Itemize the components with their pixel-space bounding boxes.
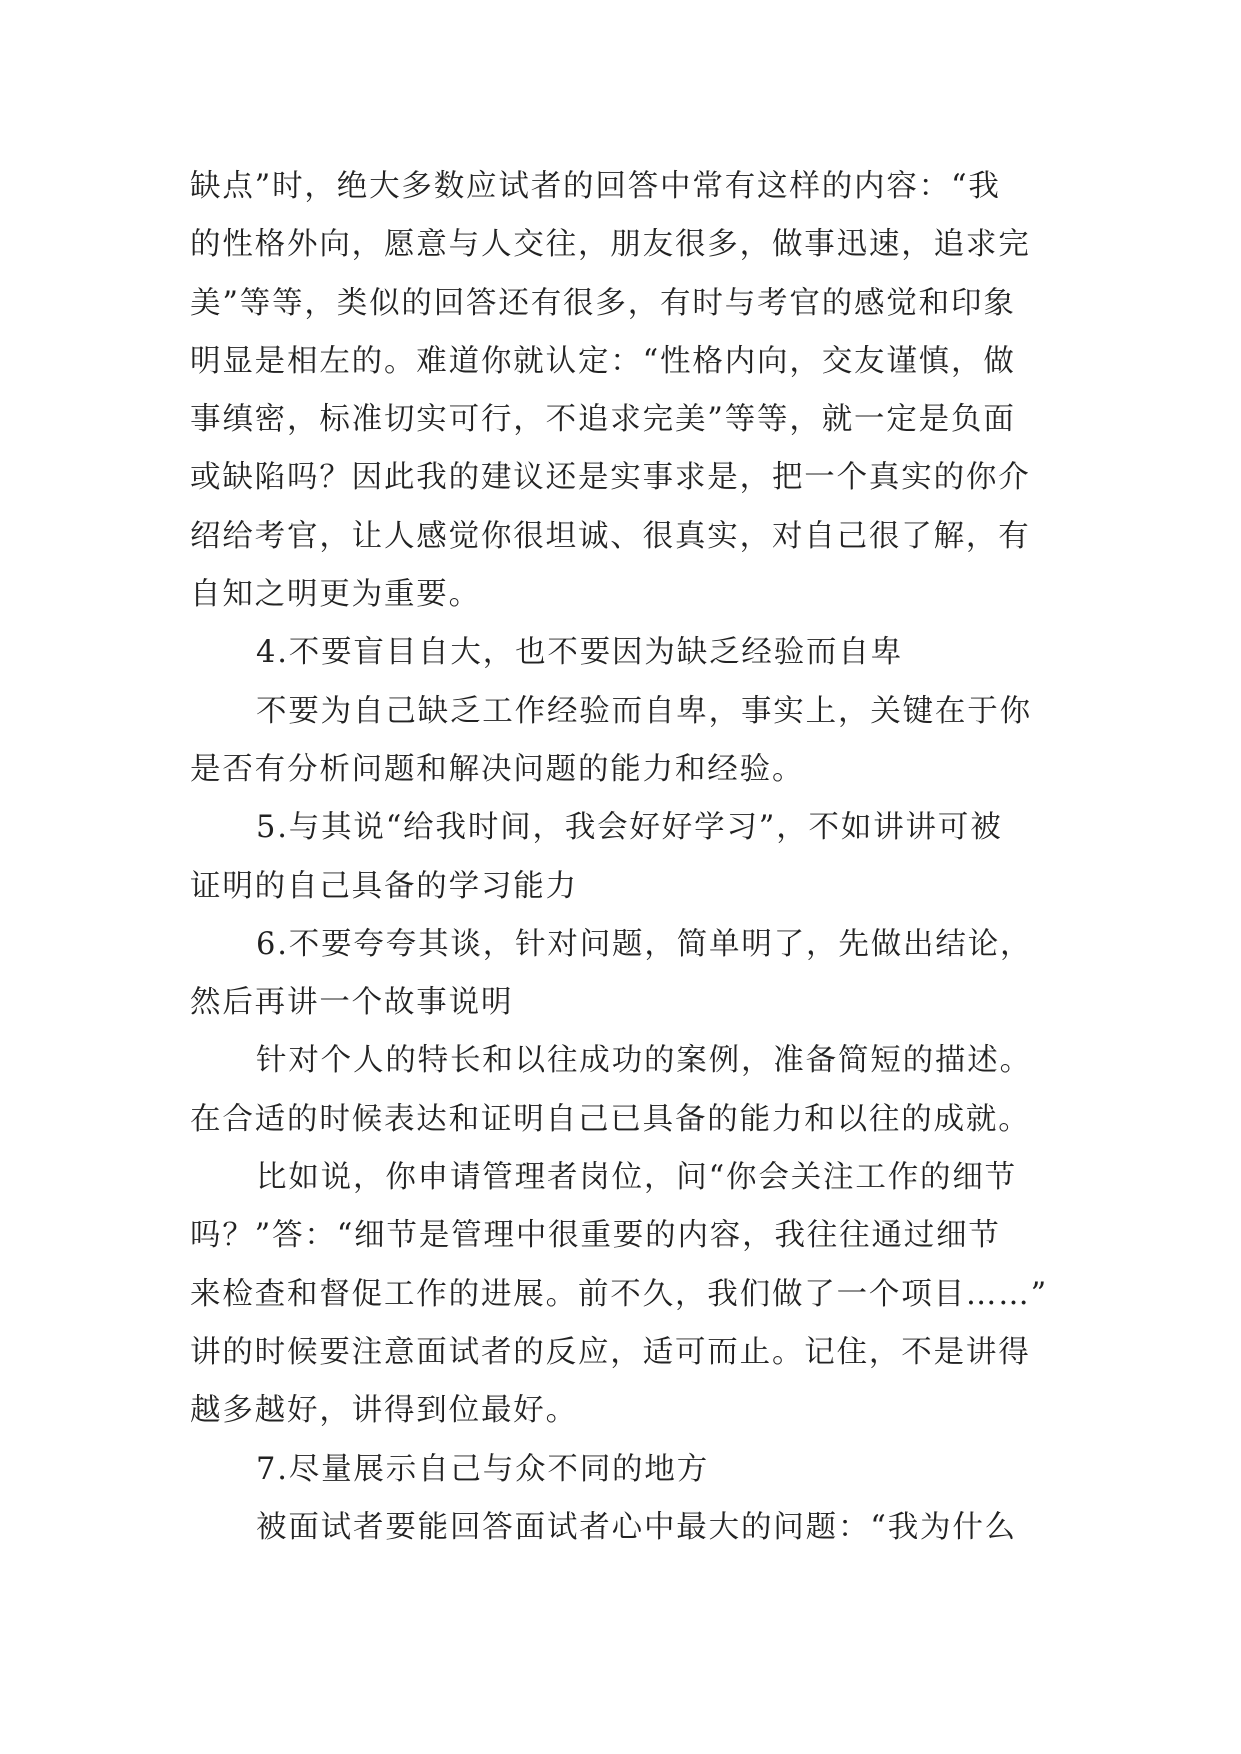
section-heading: 6.不要夸夸其谈，针对问题，简单明了，先做出结论， xyxy=(256,926,1033,962)
text-line: 证明的自己具备的学习能力 xyxy=(190,868,578,904)
text-line: 美”等等，类似的回答还有很多，有时与考官的感觉和印象 xyxy=(190,285,1016,321)
section-heading: 4.不要盲目自大，也不要因为缺乏经验而自卑 xyxy=(256,635,904,671)
document-body xyxy=(190,158,1050,1557)
text-line: 被面试者要能回答面试者心中最大的问题：“我为什么 xyxy=(256,1509,1018,1545)
text-line: 缺点”时，绝大多数应试者的回答中常有这样的内容：“我 xyxy=(190,169,1001,204)
text-line: 然后再讲一个故事说明 xyxy=(190,985,514,1021)
text-line: 或缺陷吗？因此我的建议还是实事求是，把一个真实的你介 xyxy=(190,460,1031,496)
text-line: 是否有分析问题和解决问题的能力和经验。 xyxy=(190,751,805,787)
section-heading: 5.与其说“给我时间，我会好好学习”，不如讲讲可被 xyxy=(256,810,1003,846)
text-line: 讲的时候要注意面试者的反应，适可而止。记住，不是讲得 xyxy=(190,1334,1031,1370)
section-heading: 7.尽量展示自己与众不同的地方 xyxy=(256,1451,710,1487)
text-line: 来检查和督促工作的进展。前不久，我们做了一个项目……” xyxy=(190,1276,1049,1312)
text-line: 自知之明更为重要。 xyxy=(190,577,481,613)
text-line: 绍给考官，让人感觉你很坦诚、很真实，对自己很了解，有 xyxy=(190,518,1031,554)
text-line: 明显是相左的。难道你就认定：“性格内向，交友谨慎，做 xyxy=(190,343,1016,379)
text-line: 吗？”答：“细节是管理中很重要的内容，我往往通过细节 xyxy=(190,1218,1001,1254)
text-line: 越多越好，讲得到位最好。 xyxy=(190,1393,578,1429)
text-line: 不要为自己缺乏工作经验而自卑，事实上，关键在于你 xyxy=(256,693,1032,729)
text-line: 针对个人的特长和以往成功的案例，准备简短的描述。 xyxy=(256,1043,1032,1079)
text-line: 比如说，你申请管理者岗位，问“你会关注工作的细节 xyxy=(256,1160,1018,1196)
text-line: 事缜密，标准切实可行，不追求完美”等等，就一定是负面 xyxy=(190,402,1016,438)
text-line: 的性格外向，愿意与人交往，朋友很多，做事迅速，追求完 xyxy=(190,227,1031,263)
text-line: 在合适的时候表达和证明自己已具备的能力和以往的成就。 xyxy=(190,1101,1031,1137)
